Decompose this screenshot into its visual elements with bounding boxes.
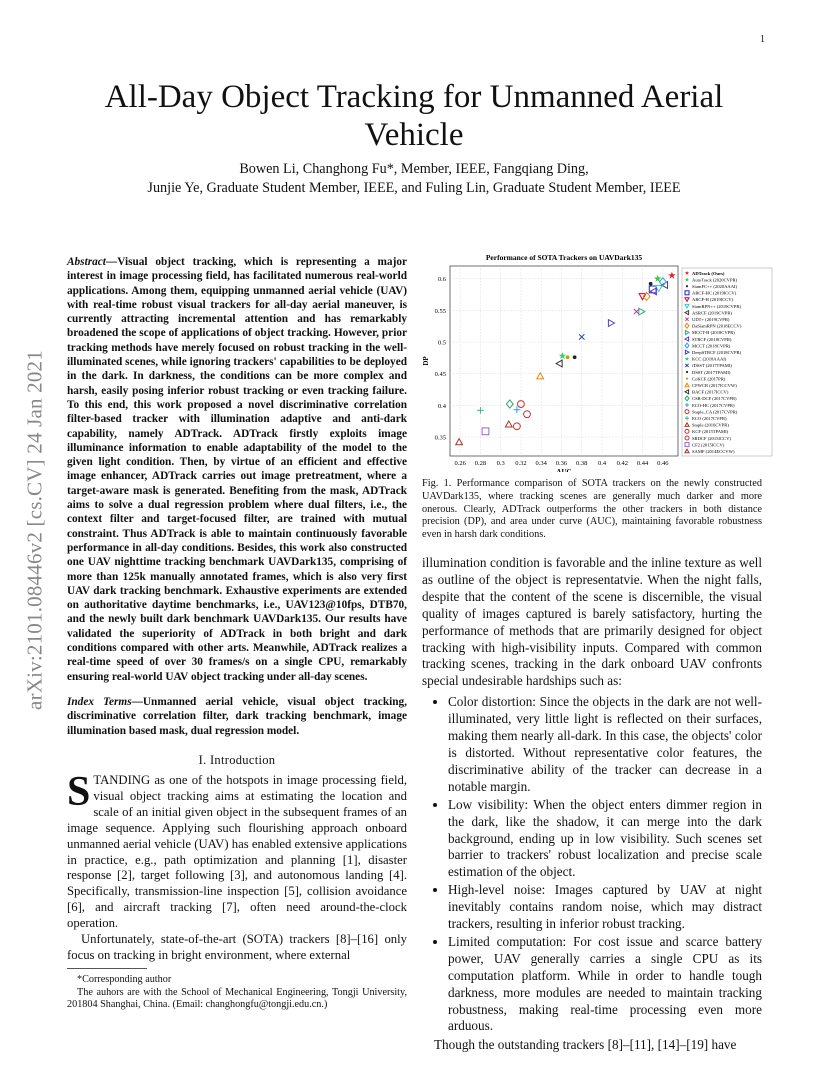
x-tick-label: 0.46 (657, 460, 669, 467)
legend-entry: Staple (2016CVPR) (692, 422, 729, 428)
authors (60, 160, 768, 198)
scatter-chart (420, 250, 774, 472)
list-item: • Color distortion: Since the objects in the dark are not well-illuminated, very little light is reflected on their surfaces, making them nearly all-dark. In this case, the objects' color is distorted. Without representative color features, the discriminative ability of the tracker can decrease in a notable margin. (448, 694, 762, 795)
y-tick-label: 0.5 (437, 339, 446, 347)
x-tick-label: 0.38 (576, 460, 588, 467)
legend-entry: fDSST (2017TPAMI) (692, 363, 732, 369)
data-point (649, 282, 653, 286)
legend-entry: BACF (2017ICCV) (692, 389, 729, 395)
legend-entry: Staple_CA (2017CVPR) (692, 409, 738, 415)
x-tick-label: 0.36 (555, 460, 568, 467)
intro-paragraph-1: TANDING as one of the hotspots in image processing field, visual object tracking aims at estimating the location and scale of an initial given object in the subsequent frames of an image sequence. Applying such flourishing approach onboard unmanned aerial vehicle (UAV) has enabled extensive applications in practice, e.g., path optimization and planning [1], disaster response [2], target following [3], and autonomous landing [4]. Specifically, transmission-line inspection [5], collision avoidance [6], and aircraft tracking [7], often need around-the-clock operation. (67, 773, 407, 931)
arxiv-id: arXiv:2101.08446v2 [cs.CV] 24 Jan 2021 (22, 350, 47, 710)
legend-entry: AutoTrack (2020CVPR) (692, 277, 738, 283)
figure-1 (420, 250, 774, 472)
data-point (477, 407, 484, 414)
y-tick-label: 0.45 (434, 371, 446, 379)
legend-entry: SAMF (2014ECCVW) (692, 449, 735, 454)
data-point (668, 272, 675, 279)
legend-entry: DSST (2017TPAMI) (692, 369, 731, 375)
data-point (566, 355, 570, 359)
data-point (608, 320, 614, 327)
x-tick-label: 0.34 (535, 460, 547, 467)
x-tick-label: 0.28 (474, 460, 487, 467)
chart-title: Performance of SOTA Trackers on UAVDark135 (485, 253, 643, 262)
abstract (67, 255, 407, 684)
data-point (506, 400, 513, 408)
list-item: • Low visibility: When the object enters dimmer region in the dark, like the shadow, it can merge into the dark background, ending up in low visibility. Such scenes set barrier to trackers' robust localization and precise scale estimation of the object. (448, 797, 762, 882)
right-paragraph-1: illumination condition is favorable and the inline texture as well as outline of the object is representatvie. When the night falls, despite that the content of the scene is discernible, the visual quality of images captured is barely satisfactory, hurting the performance of methods that are primarily designed for object tracking with high-visibility inputs. Compared with common tracking scenes, tracking in the dark onboard UAV confronts special undesirable hardships such as: (422, 555, 762, 689)
x-tick-label: 0.42 (616, 460, 628, 467)
x-axis-label: AUC (556, 468, 572, 472)
data-point (686, 285, 688, 287)
index-terms-text: —Unmanned aerial vehicle, visual object tracking, discriminative correlation filter, dark tracking benchmark, image illumination based mask, dual regression model. (67, 696, 407, 737)
arxiv-stamp (0, 300, 70, 760)
data-point (482, 428, 489, 435)
figure-caption: Fig. 1. Performance comparison of SOTA trackers on the newly constructed UAVDark135, where tracking scenes are generally much darker and more onerous. Clearly, ADTrack outperforms the other trackers in both distance precision (DP), and area under curve (AUC), maintaining favorable robustness even in harsh dark conditions. (422, 478, 762, 541)
data-point (456, 439, 463, 445)
data-point (686, 371, 688, 373)
x-tick-label: 0.44 (636, 460, 649, 467)
data-point (559, 352, 566, 359)
authors-line-1: Bowen Li, Changhong Fu*, Member, IEEE, Fangqiang Ding, (239, 161, 589, 177)
y-tick-label: 0.55 (434, 307, 446, 315)
footnote-rule (67, 968, 147, 969)
abstract-text: —Visual object tracking, which is representing a major interest in image processing field, has facilitated numerous real-world applications. Among them, equipping unmanned aerial vehicle (UAV) with real-time robust visual trackers for all-day aerial maneuver, is currently attracting incremental attention and has remarkably broadened the scope of applications of object tracking. However, prior tracking methods have merely focused on robust tracking in the well-illuminated scenes, while ignoring trackers' capabilities to be deployed in the dark. In darkness, the conditions can be more complex and harsh, easily posing inferior robust tracking or even tracking failure. To this end, this work proposed a novel discriminative correlation filter-based tracker with illumination adaptive and anti-dark capability, namely ADTrack. ADTrack firstly exploits image illuminance information to enable adaptability of the model to the given light condition. Then, by virtue of an efficient and effective image enhancer, ADTrack carries out image pretreatment, where a target-aware mask is generated. Benefiting from the mask, ADTrack aims to solve a dual regression problem where dual filters, i.e., the context filter and target-focused filter, are trained with mutual constraint. Thus ADTrack is able to maintain continuously favorable performance in all-day conditions. Besides, this work also constructed one UAV nighttime tracking benchmark UAVDark135, comprising of more than 125k manually annotated frames, which is also very first UAV dark tracking benchmark. Exhaustive experiments are extended on authoritative daytime benchmarks, i.e., UAV123@10fps, DTB70, and the newly built dark benchmark UAVDark135. Our results have validated the superiority of ADTrack in both bright and dark conditions compared with other arts. Meanwhile, ADTrack realizes a real-time speed of over 30 frames/s on a single CPU, remarkably ensuring real-world UAV object tracking under all-day scenes. (67, 256, 407, 683)
legend-entry: MCCT (2018CVPR) (692, 343, 731, 349)
list-item: • Limited computation: For cost issue and scarce battery power, UAV generally carries a single CPU as its computation platform. While in order to handle tough darkness, more modules are needed to maintain tracking robustness, making real-time processing even more arduous. (448, 934, 762, 1035)
x-tick-label: 0.4 (597, 460, 607, 467)
data-point (639, 308, 645, 315)
legend-entry: DeepSTRCF (2018CVPR) (692, 350, 742, 355)
legend-entry: UDT+ (2019CVPR) (692, 317, 730, 322)
legend-entry: ARCF-HC (2019ICCV) (692, 290, 737, 296)
y-tick-label: 0.35 (434, 434, 446, 442)
legend-entry: KCF (2015TPAMI) (692, 429, 729, 435)
y-tick-label: 0.4 (437, 402, 446, 410)
y-tick-label: 0.6 (437, 276, 446, 284)
legend-entry: ARCF-H (2019ICCV) (692, 297, 734, 303)
x-tick-label: 0.26 (454, 460, 466, 467)
legend-entry: ASRCF (2019CVPR) (692, 310, 732, 316)
authors-line-2: Junjie Ye, Graduate Student Member, IEEE, and Fuling Lin, Graduate Student Member, IEEE (147, 180, 681, 196)
abstract-label: Abstract (67, 256, 106, 268)
right-paragraph-last: Though the outstanding trackers [8]–[11], [14]–[19] have (434, 1037, 737, 1053)
legend-box (682, 268, 772, 456)
section-heading: I. Introduction (198, 753, 276, 767)
introduction (67, 769, 407, 964)
legend-entry: MCCT-H (2018CVPR) (692, 330, 735, 336)
index-terms (67, 695, 407, 738)
index-terms-label: Index Terms (67, 696, 132, 708)
paper-title: All-Day Object Tracking for Unmanned Aerial Vehicle (104, 79, 724, 153)
hardship-list (422, 694, 762, 1035)
x-tick-label: 0.32 (515, 460, 527, 467)
data-point (573, 355, 577, 359)
legend-entry: SiamRPN++ (2019CVPR) (692, 303, 741, 309)
legend-entry: STRCF (2018CVPR) (692, 336, 732, 342)
data-point (505, 421, 512, 427)
drop-cap: S (67, 769, 91, 815)
legend-entry: ECO (2017CVPR) (692, 416, 727, 421)
legend-entry: DaSiamRPN (2018ECCV) (692, 323, 742, 329)
data-point (556, 360, 562, 367)
legend-entry: SRDCF (2015ICCV) (692, 435, 731, 441)
legend-entry: ECO-HC (2017CVPR) (692, 402, 735, 408)
y-axis-label: DP (422, 356, 430, 366)
legend-entry: ADTrack (Ours) (692, 270, 725, 276)
list-item: • High-level noise: Images captured by UAV at night inevitably contains random noise, which may distract trackers, resulting in inferior robust tracking. (448, 882, 762, 933)
data-point (513, 423, 520, 430)
legend-entry: CFWCR (2017ICCVW) (692, 383, 737, 388)
right-column-body (422, 555, 762, 1054)
legend-entry: CoKCF (2017PR) (692, 376, 726, 382)
data-point (650, 288, 656, 295)
intro-paragraph-2: Unfortunately, state-of-the-art (SOTA) trackers [8]–[16] only focus on tracking in bright environment, where external (67, 932, 407, 962)
legend-entry: CSR-DCF (2017CVPR) (692, 396, 737, 402)
data-point (524, 411, 531, 418)
data-point (686, 378, 688, 380)
footnote-corresponding: *Corresponding author (77, 974, 172, 985)
page-number: 1 (760, 34, 765, 45)
footnotes (67, 974, 407, 1012)
legend-entry: SiamFC++ (2020AAAI) (692, 284, 738, 289)
legend-entry: CF2 (2015ICCV) (692, 442, 725, 448)
footnote-affiliation: The auhors are with the School of Mechanical Engineering, Tongji University, 201804 Shanghai, China. (Email: changhongfu@tongji.edu.cn.) (67, 986, 407, 1010)
x-tick-label: 0.3 (496, 460, 505, 467)
legend-entry: KCC (2018AAAI) (692, 356, 727, 362)
